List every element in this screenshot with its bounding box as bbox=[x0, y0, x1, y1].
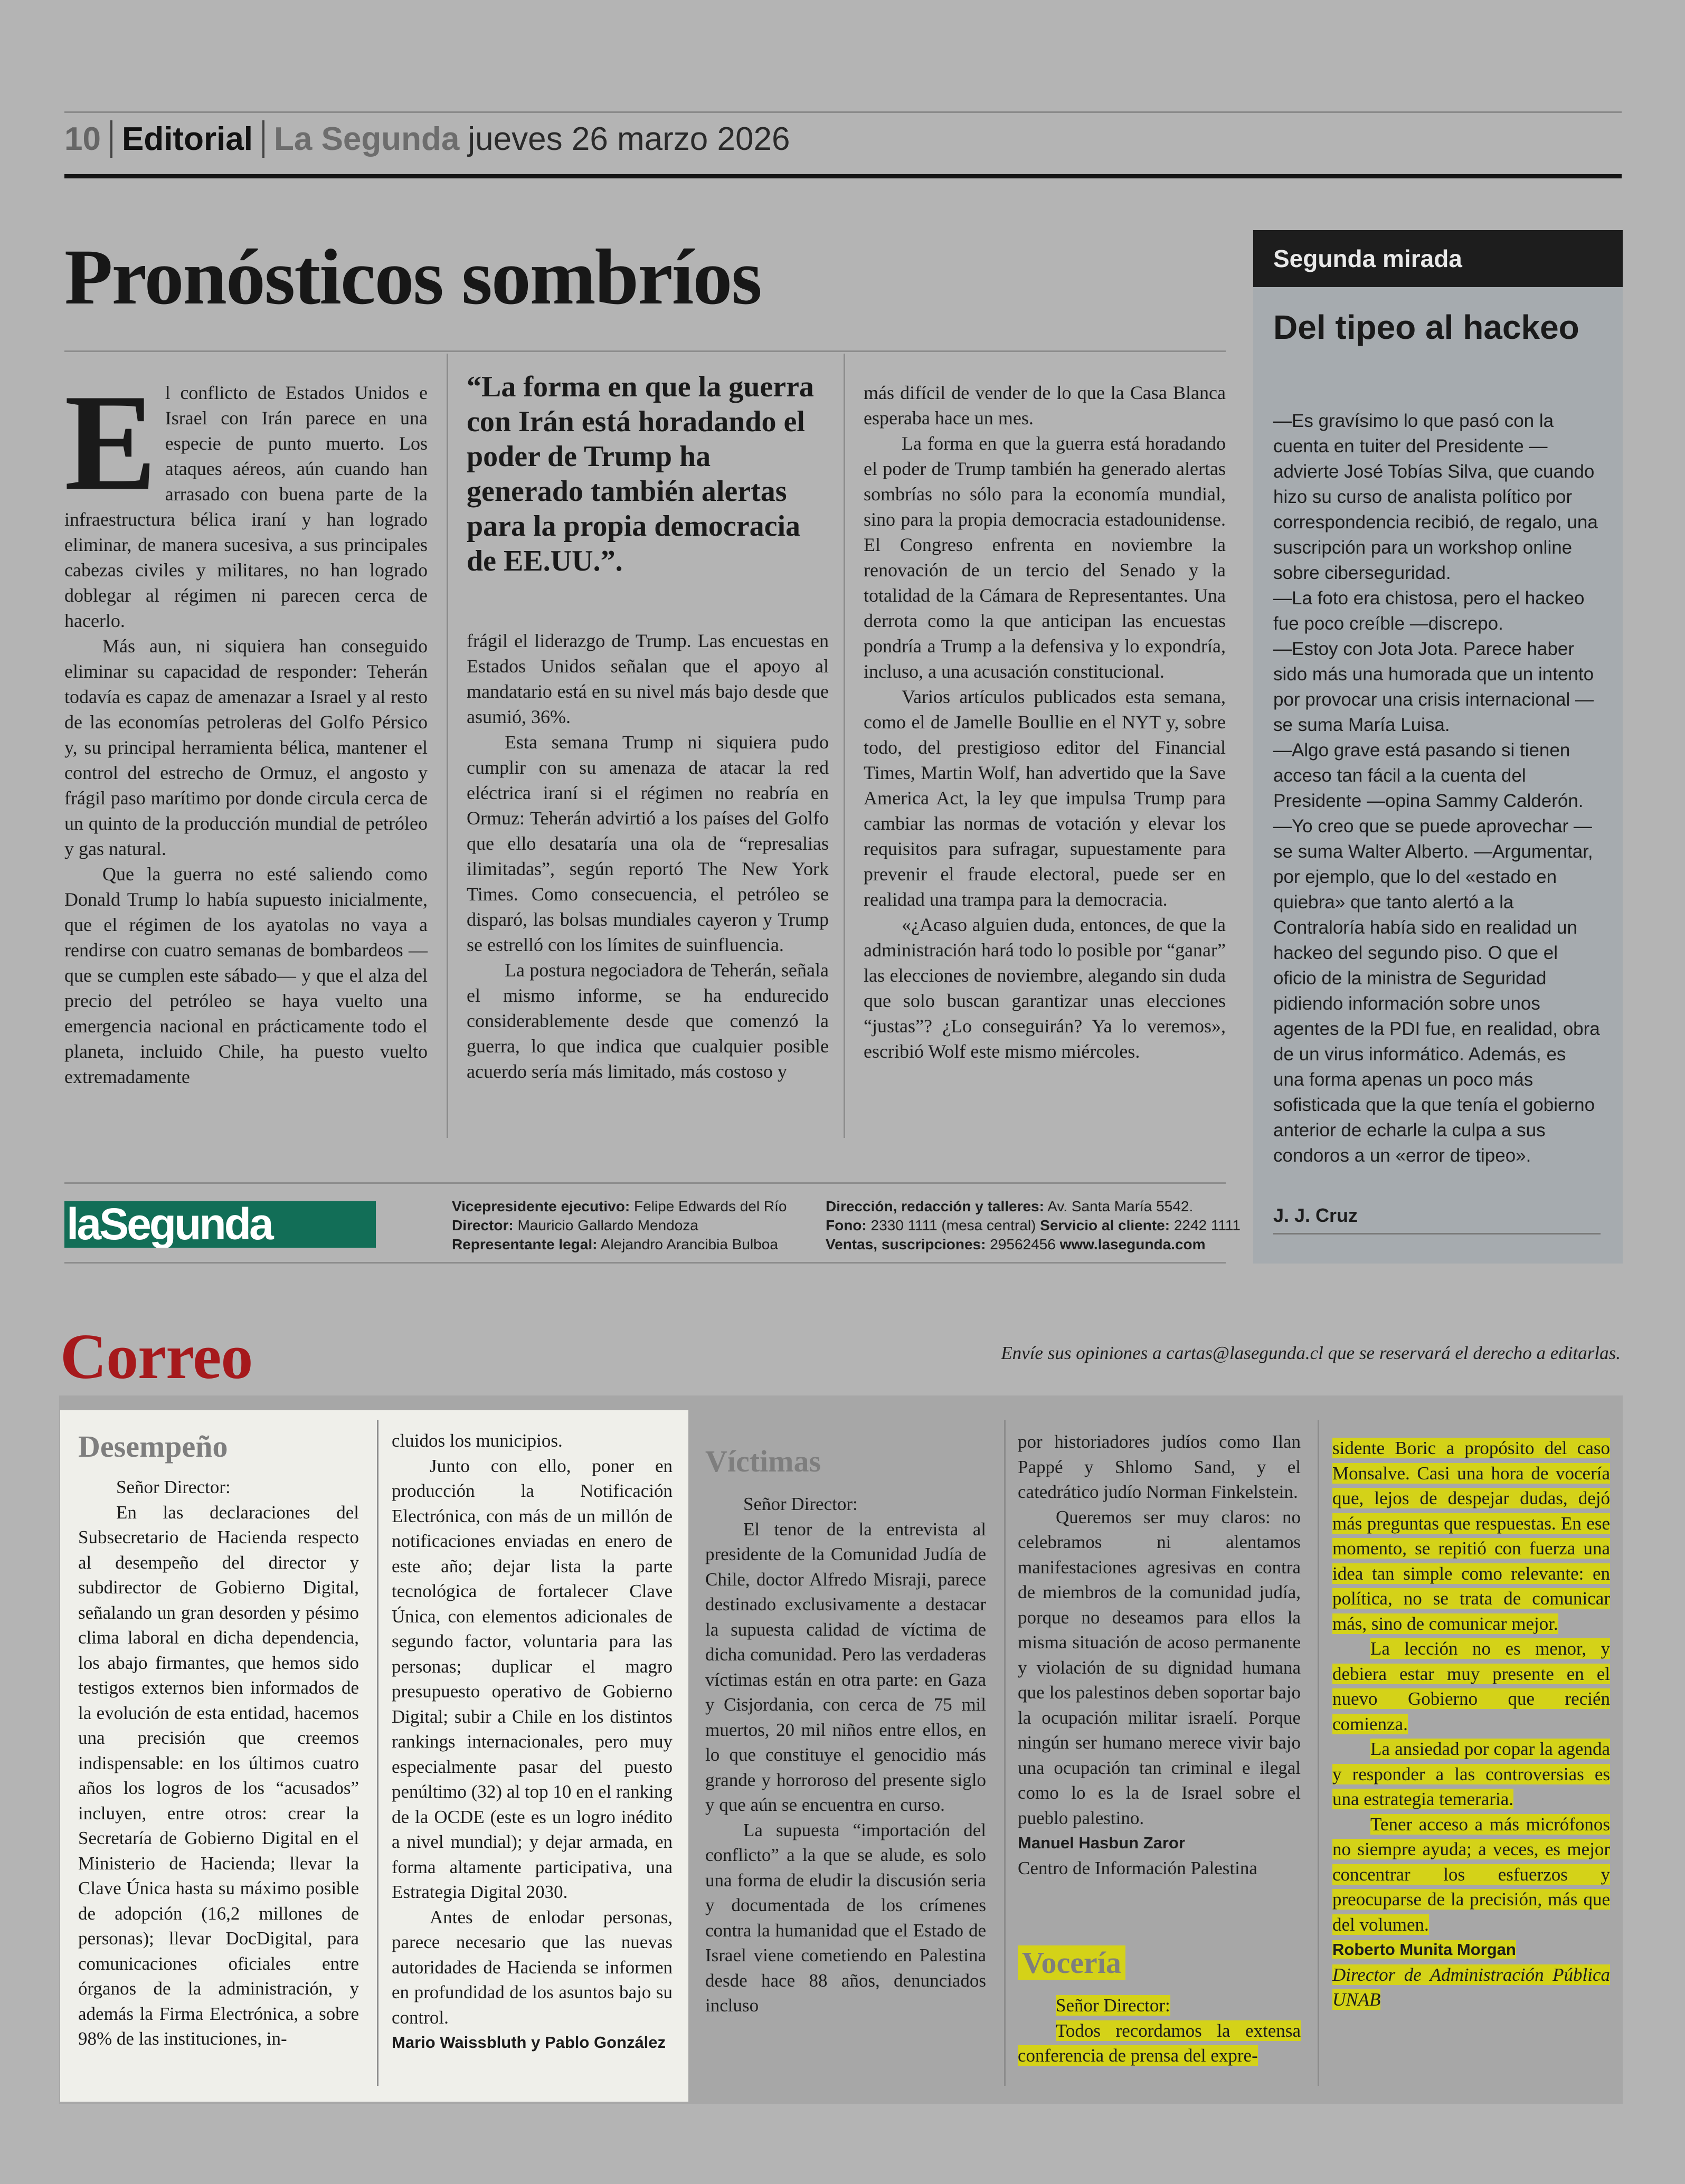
paragraph: más difícil de vender de lo que la Casa Blanca esperaba hace un mes. bbox=[864, 382, 1226, 429]
newspaper-name: La Segunda bbox=[262, 120, 459, 158]
masthead-address: Dirección, redacción y talleres: Av. Santa María 5542. bbox=[826, 1198, 1194, 1214]
masthead-phone: Fono: 2330 1111 (mesa central) Servicio al cliente: 2242 1111 bbox=[826, 1217, 1241, 1233]
masthead-director: Director: Mauricio Gallardo Mendoza bbox=[452, 1217, 698, 1233]
masthead-website[interactable]: www.lasegunda.com bbox=[1059, 1236, 1206, 1252]
column-divider bbox=[844, 354, 845, 1138]
section-name: Editorial bbox=[110, 120, 253, 158]
paragraph: sidente Boric a propósito del caso Monsalve. Casi una hora de vocería que, lejos de despejar dudas, dejó más preguntas que respuestas. En ese momento, se repitió con fuerza una idea tan simple como relevante: en política, no se trata de comunicar más, sino de comunicar mejor. bbox=[1332, 1438, 1610, 1634]
sidebar-header: Segunda mirada bbox=[1253, 230, 1623, 287]
masthead-staff bbox=[452, 1197, 787, 1254]
letter-voceria-column-1 bbox=[1018, 1993, 1301, 2068]
paragraph: Queremos ser muy claros: no celebramos ni alentamos manifestaciones agresivas en contra de miembros de la comunidad judía, porque no deseamos para ellos la misma situación de acoso permanente y violación de su dignidad humana que los palestinos deben soportar bajo la ocupación militar israelí. Porque ningún ser humano merece vivir bajo una ocupación tan criminal e ilegal como lo es la de Israel sobre el pueblo palestino. bbox=[1018, 1506, 1301, 1828]
correo-title: Correo bbox=[60, 1321, 253, 1392]
highlighted-title: Vocería bbox=[1018, 1945, 1125, 1980]
masthead-rule bbox=[64, 1262, 1226, 1264]
sidebar-paragraph: —Estoy con Jota Jota. Parece haber sido más una humorada que un intento por provocar una crisis internacional —se suma María Luisa. bbox=[1273, 639, 1594, 735]
masthead-vp: Vicepresidente ejecutivo: Felipe Edwards del Río bbox=[452, 1198, 787, 1214]
sidebar-author-rule bbox=[1273, 1233, 1601, 1235]
paragraph: cluidos los municipios. bbox=[392, 1430, 563, 1451]
letter-desempeno-column-2 bbox=[392, 1428, 673, 2055]
paragraph: «¿Acaso alguien duda, entonces, de que la administración hará todo lo posible por “ganar” las elecciones de noviembre, alegando sin duda que solo buscan garantizar unas elecciones “justas”? ¿Lo conseguirán? Ya lo veremos», escribió Wolf este mismo miércoles. bbox=[864, 914, 1226, 1062]
title-divider bbox=[64, 350, 1226, 352]
paragraph: Que la guerra no esté saliendo como Donald Trump lo había supuesto inicialmente, que el régimen de los ayatolas no vaya a rendirse con cuatro semanas de bombardeos —que se cumplen este sábado— y que el alza del precio del petróleo se haya vuelto una emergencia nacional en prácticamente todo el planeta, incluido Chile, ha puesto vuelto extremadamente bbox=[64, 863, 428, 1087]
letter-signer: Roberto Munita Morgan bbox=[1332, 1940, 1516, 1959]
paragraph: La lección no es menor, y debiera estar muy presente en el nuevo Gobierno que recién comienza. bbox=[1332, 1638, 1610, 1734]
masthead-contact bbox=[826, 1197, 1241, 1254]
editorial-column-1 bbox=[64, 366, 428, 1089]
paragraph: Varios artículos publicados esta semana, como el de Jamelle Boullie en el NYT y, sobre todo, del prestigioso editor del Financial Times, Martin Wolf, han advertido que la Save America Act, la ley que impulsa Trump para cambiar las normas de votación y elevar los requisitos para sufragar, supuestamente para prevenir el fraude electoral, puede ser en realidad una trampa para la democracia. bbox=[864, 686, 1226, 910]
paragraph: Antes de enlodar personas, parece necesario que las nuevas autoridades de Hacienda se informen en profundidad de los asuntos bajo su control. bbox=[392, 1906, 673, 2028]
header-rule bbox=[64, 174, 1622, 178]
paragraph: El tenor de la entrevista al presidente de la Comunidad Judía de Chile, doctor Alfredo Misraji, parece destinado exclusivamente a destacar la supuesta calidad de víctima de dicha comunidad. Pero las verdaderas víctimas están en otra parte: en Gaza y Cisjordania, con cerca de 75 mil muertos, 20 mil niños entre ellos, en lo que constituye el genocidio más grande y horroroso del presente siglo y que aún se encuentra en curso. bbox=[705, 1518, 986, 1815]
pull-quote: “La forma en que la guerra con Irán está horadando el poder de Trump ha generado también alertas para la propia democracia de EE.UU.”. bbox=[467, 371, 814, 577]
paragraph: Junto con ello, poner en producción la Notificación Electrónica, con más de un millón de notificaciones enviadas en enero de este año; dejar lista la parte tecnológica de fortalecer Clave Única, con elementos adicionales de segundo factor, voluntaria para las personas; duplicar el magro presupuesto operativo de Gobierno Digital; subir a Chile en los distintos rankings internacionales, pero muy especialmente pasar del puesto penúltimo (32) al top 10 en el ranking de la OCDE (este es un logro inédito a nivel mundial); y dejar armada, en forma altamente participativa, una Estrategia Digital 2030. bbox=[392, 1455, 673, 1902]
paragraph: Todos recordamos la extensa conferencia de prensa del expre- bbox=[1018, 2020, 1301, 2066]
paragraph: La ansiedad por copar la agenda y responder a las controversias es una estrategia temeraria. bbox=[1332, 1739, 1610, 1809]
letter-title-victimas: Víctimas bbox=[705, 1444, 821, 1478]
letter-affiliation: Director de Administración Pública UNAB bbox=[1332, 1964, 1610, 2010]
header-top-line bbox=[64, 111, 1622, 113]
paragraph: por historiadores judíos como Ilan Pappé y Shlomo Sand, y el catedrático judío Norman Finkelstein. bbox=[1018, 1431, 1301, 1502]
page-header bbox=[64, 117, 790, 160]
letter-desempeno-column-1 bbox=[78, 1475, 359, 2052]
masthead-legal: Representante legal: Alejandro Arancibia Bulboa bbox=[452, 1236, 778, 1252]
drop-cap: E bbox=[64, 366, 157, 519]
salutation: Señor Director: bbox=[1056, 1995, 1170, 2016]
sidebar-body bbox=[1273, 409, 1601, 1169]
editorial-column-3 bbox=[864, 380, 1226, 1064]
paragraph: l conflicto de Estados Unidos e Israel con Irán parece en una especie de punto muerto. Los ataques aéreos, aún cuando han arrasado con buena parte de la infraestructura bélica iraní y han logrado eliminar, de manera sucesiva, a sus principales cabezas civiles y militares, no han logrado doblegar al régimen ni parecen cerca de hacerlo. bbox=[64, 382, 428, 631]
letter-title-voceria bbox=[1018, 1945, 1125, 1980]
letter-signer: Mario Waissbluth y Pablo González bbox=[392, 2033, 666, 2052]
paragraph: Esta semana Trump ni siquiera pudo cumplir con su amenaza de atacar la red eléctrica iraní si el régimen no reabría en Ormuz: Teherán advirtió a los países del Golfo que ello desataría una ola de “represalias ilimitadas”, según reportó The New York Times. Como consecuencia, el petróleo se disparó, las bolsas mundiales cayeron y Trump se estrelló con los límites de suinfluencia. bbox=[467, 732, 829, 955]
paragraph: La postura negociadora de Teherán, señala el mismo informe, se ha endurecido considerablemente desde que comenzó la guerra, lo que indica que cualquier posible acuerdo sería más limitado, más costoso y bbox=[467, 960, 829, 1082]
sidebar-column bbox=[1253, 230, 1623, 1264]
page-number: 10 bbox=[64, 120, 101, 157]
newspaper-logo: laSegunda bbox=[64, 1201, 376, 1248]
letter-victimas-column-2 bbox=[1018, 1429, 1301, 1881]
letter-victimas-column-1 bbox=[705, 1492, 986, 2018]
column-divider bbox=[1318, 1420, 1319, 2086]
paragraph: La forma en que la guerra está horadando el poder de Trump también ha generado alertas sombrías no sólo para la economía mundial, sino para la propia democracia estadounidense. El Congreso enfrenta en noviembre la renovación de un tercio del Senado y la totalidad de la Cámara de Representantes. Una derrota como la que anticipan las encuestas pondría a Trump a la defensiva y lo expondría, incluso, a una acusación constitucional. bbox=[864, 433, 1226, 682]
paragraph: En las declaraciones del Subsecretario de Hacienda respecto al desempeño del director y subdirector de Gobierno Digital, señalando un gran desorden y pésimo clima laboral en dicha dependencia, los abajo firmantes, que hemos sido testigos externos bien informados de la evolución de esta entidad, hacemos una precisión que creemos indispensable: en los últimos cuatro años los logros de los “acusados” incluyen, entre otros: crear la Secretaría de Gobierno Digital en el Ministerio de Hacienda; llevar la Clave Única hasta su máximo posible de adopción (16,2 millones de personas); llevar DocDigital, para comunicaciones oficiales entre órganos de la administración, y además la Firma Electrónica, a sobre 98% de las instituciones, in- bbox=[78, 1502, 359, 2049]
column-divider bbox=[447, 354, 448, 1138]
masthead-sales: Ventas, suscripciones: 29562456 www.lasegunda.com bbox=[826, 1236, 1206, 1252]
sidebar-paragraph: —Yo creo que se puede aprovechar —se suma Walter Alberto. —Argumentar, por ejemplo, que lo del «estado en quiebra» que tanto alertó a la Contraloría había sido en realidad un hackeo del segundo piso. O que el oficio de la ministra de Seguridad pidiendo información sobre unos agentes de la PDI fue, en realidad, obra de un virus informático. Además, es una forma apenas un poco más sofisticada que la que tenía el gobierno anterior de echarle la culpa a sus condoros a un «error de tipeo». bbox=[1273, 816, 1600, 1166]
column-divider bbox=[1004, 1420, 1006, 2086]
sidebar-paragraph: —Es gravísimo lo que pasó con la cuenta en tuiter del Presidente —advierte José Tobías Silva, que cuando hizo su curso de analista político por correspondencia recibió, de regalo, una suscripción para un workshop online sobre ciberseguridad. bbox=[1273, 411, 1598, 583]
salutation: Señor Director: bbox=[743, 1494, 858, 1514]
paragraph: Tener acceso a más micrófonos no siempre ayuda; a veces, es mejor concentrar los esfuerzos y preocuparse de la precisión, más que del volumen. bbox=[1332, 1813, 1610, 1935]
sidebar-paragraph: —Algo grave está pasando si tienen acceso tan fácil a la cuenta del Presidente —opina Sammy Calderón. bbox=[1273, 740, 1584, 811]
column-divider bbox=[377, 1420, 378, 2086]
sidebar-paragraph: —La foto era chistosa, pero el hackeo fue poco creíble —discrepo. bbox=[1273, 588, 1585, 634]
correo-note: Envíe sus opiniones a cartas@lasegunda.cl que se reservará el derecho a editarlas. bbox=[1001, 1343, 1621, 1363]
paragraph: frágil el liderazgo de Trump. Las encuestas en Estados Unidos señalan que el apoyo al mandatario está en su nivel más bajo desde que asumió, 36%. bbox=[467, 630, 829, 727]
paragraph: Más aun, ni siquiera han conseguido eliminar su capacidad de responder: Teherán todavía es capaz de amenazar a Israel y al resto de las economías petroleras del Golfo Pérsico y, su principal herramienta bélica, mantener el control del estrecho de Ormuz, el angosto y frágil paso marítimo por donde circula cerca de un quinto de la producción mundial de petróleo y gas natural. bbox=[64, 635, 428, 859]
letter-signer: Manuel Hasbun Zaror bbox=[1018, 1834, 1185, 1852]
sidebar-author: J. J. Cruz bbox=[1273, 1204, 1358, 1226]
letter-voceria-column-2 bbox=[1332, 1436, 1610, 2012]
paragraph: La supuesta “importación del conflicto” a la que se alude, es solo una forma de eludir la discusión seria y documentada de los crímenes contra la humanidad que el Estado de Israel viene cometiendo en Palestina desde hace 88 años, denunciados incluso bbox=[705, 1819, 986, 2016]
salutation: Señor Director: bbox=[116, 1477, 231, 1497]
letter-affiliation: Centro de Información Palestina bbox=[1018, 1857, 1257, 1878]
sidebar-title: Del tipeo al hackeo bbox=[1273, 308, 1579, 346]
editorial-title: Pronósticos sombríos bbox=[64, 233, 761, 321]
letter-title-desempeno: Desempeño bbox=[78, 1429, 228, 1464]
issue-date: jueves 26 marzo 2026 bbox=[468, 120, 790, 157]
editorial-column-2 bbox=[467, 628, 829, 1084]
masthead-rule bbox=[64, 1182, 1226, 1184]
